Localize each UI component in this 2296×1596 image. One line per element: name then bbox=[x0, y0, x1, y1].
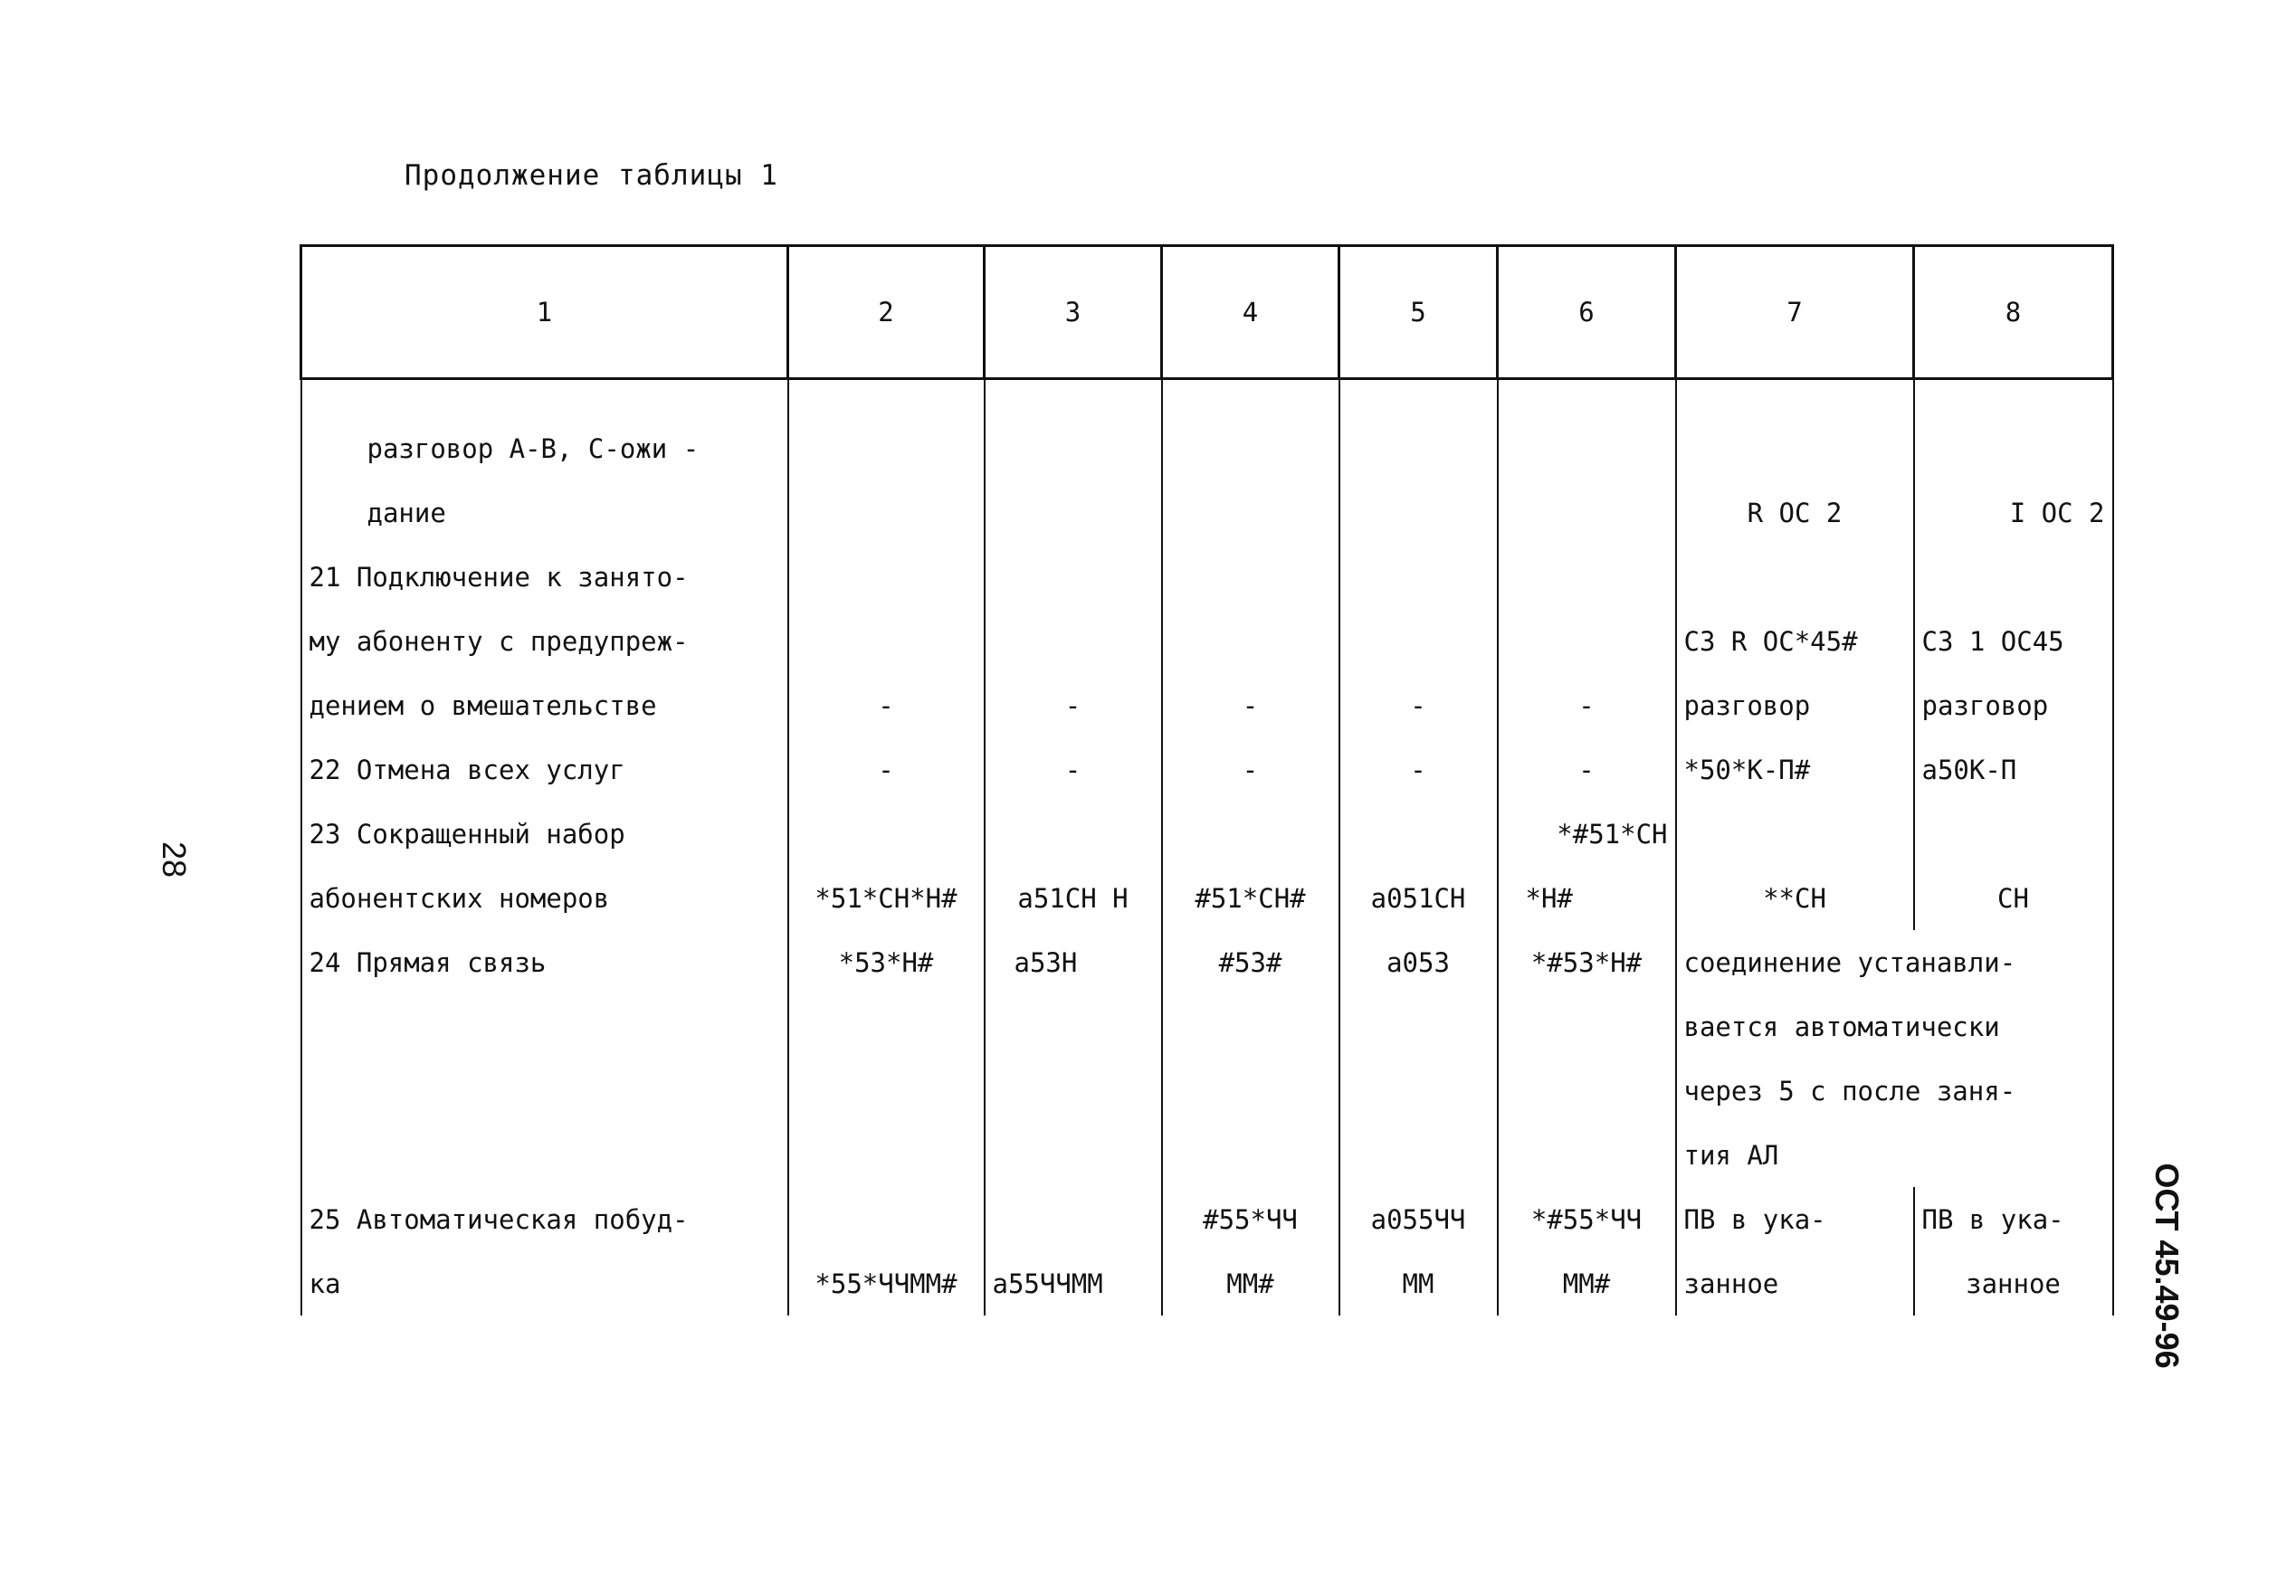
table-cell: СЗ R ОС*45# bbox=[1676, 609, 1914, 673]
table-cell bbox=[985, 1187, 1162, 1251]
table-cell bbox=[1498, 545, 1676, 609]
header-row bbox=[301, 246, 2113, 379]
table-cell: *53*Н# bbox=[788, 930, 985, 994]
table-cell: 22 Отмена всех услуг bbox=[301, 737, 788, 802]
table-row bbox=[301, 1251, 2113, 1316]
table-caption: Продолжение таблицы 1 bbox=[405, 159, 778, 192]
table-cell bbox=[1498, 1059, 1676, 1123]
table-cell: а51СН Н bbox=[985, 866, 1162, 930]
table-cell: #53# bbox=[1162, 930, 1339, 994]
table-cell bbox=[985, 1059, 1162, 1123]
table-cell: разговор bbox=[1676, 673, 1914, 737]
table-cell: а55ЧЧММ bbox=[985, 1251, 1162, 1316]
table-cell bbox=[788, 545, 985, 609]
table-cell: #51*СН# bbox=[1162, 866, 1339, 930]
table-cell bbox=[1339, 1059, 1498, 1123]
table-cell bbox=[1676, 802, 1914, 866]
table-cell bbox=[1339, 480, 1498, 545]
table-cell: занное bbox=[1914, 1251, 2113, 1316]
table-cell bbox=[1162, 1059, 1339, 1123]
table-cell: *#55*ЧЧ bbox=[1498, 1187, 1676, 1251]
table-cell bbox=[1339, 545, 1498, 609]
table-row bbox=[301, 379, 2113, 481]
column-header: 8 bbox=[1914, 246, 2113, 379]
table-cell: ка bbox=[301, 1251, 788, 1316]
table-cell: дание bbox=[301, 480, 788, 545]
column-header: 7 bbox=[1676, 246, 1914, 379]
table-cell bbox=[1339, 379, 1498, 481]
table-cell: #55*ЧЧ bbox=[1162, 1187, 1339, 1251]
table-cell: СЗ 1 ОС45 bbox=[1914, 609, 2113, 673]
column-header: 2 bbox=[788, 246, 985, 379]
table-cell bbox=[788, 1187, 985, 1251]
table-cell bbox=[788, 379, 985, 481]
table-cell: - bbox=[788, 737, 985, 802]
table-cell bbox=[301, 994, 788, 1059]
table-cell: - bbox=[788, 673, 985, 737]
table-cell bbox=[1162, 545, 1339, 609]
table-cell: - bbox=[1162, 673, 1339, 737]
table-row bbox=[301, 609, 2113, 673]
table-cell: а055ЧЧ bbox=[1339, 1187, 1498, 1251]
table-cell bbox=[1339, 609, 1498, 673]
table-cell: **СН bbox=[1676, 866, 1914, 930]
table-row bbox=[301, 930, 2113, 994]
document-code: ОСТ 45.49-96 bbox=[2148, 1163, 2186, 1369]
table-row bbox=[301, 673, 2113, 737]
table-cell: а051СН bbox=[1339, 866, 1498, 930]
table-cell: - bbox=[1162, 737, 1339, 802]
table-cell bbox=[788, 802, 985, 866]
column-header: 4 bbox=[1162, 246, 1339, 379]
table-cell bbox=[1339, 802, 1498, 866]
table-cell: - bbox=[985, 673, 1162, 737]
table-cell bbox=[985, 1123, 1162, 1187]
table-row bbox=[301, 545, 2113, 609]
table-cell bbox=[1162, 480, 1339, 545]
table-cell: R ОС 2 bbox=[1676, 480, 1914, 545]
table-cell: - bbox=[1498, 737, 1676, 802]
table-cell: му абоненту с предупреж- bbox=[301, 609, 788, 673]
table-cell bbox=[985, 545, 1162, 609]
table-cell bbox=[1498, 379, 1676, 481]
table-cell: *#53*Н# bbox=[1498, 930, 1676, 994]
table-cell bbox=[985, 994, 1162, 1059]
table-cell: ММ# bbox=[1498, 1251, 1676, 1316]
table-cell bbox=[1676, 545, 1914, 609]
table-cell bbox=[1498, 1123, 1676, 1187]
table-cell bbox=[1914, 379, 2113, 481]
table-cell bbox=[1914, 545, 2113, 609]
table-cell: разговор bbox=[1914, 673, 2113, 737]
table-cell bbox=[1498, 480, 1676, 545]
page-number: 28 bbox=[156, 841, 193, 879]
table-cell: 24 Прямая связь bbox=[301, 930, 788, 994]
table-cell bbox=[1339, 994, 1498, 1059]
table-cell bbox=[1162, 994, 1339, 1059]
table-cell: абонентских номеров bbox=[301, 866, 788, 930]
table-row bbox=[301, 1187, 2113, 1251]
table-cell: ММ# bbox=[1162, 1251, 1339, 1316]
table-cell: а50К-П bbox=[1914, 737, 2113, 802]
table-cell: *51*СН*Н# bbox=[788, 866, 985, 930]
table-cell: I ОС 2 bbox=[1914, 480, 2113, 545]
table-cell bbox=[985, 379, 1162, 481]
table-cell: - bbox=[1339, 737, 1498, 802]
column-header: 1 bbox=[301, 246, 788, 379]
table-row bbox=[301, 866, 2113, 930]
table-cell bbox=[1162, 609, 1339, 673]
table-cell: дением о вмешательстве bbox=[301, 673, 788, 737]
column-header: 5 bbox=[1339, 246, 1498, 379]
table-cell: ПВ в ука- bbox=[1914, 1187, 2113, 1251]
table-cell: - bbox=[985, 737, 1162, 802]
table-row bbox=[301, 1123, 2113, 1187]
table-cell bbox=[1498, 609, 1676, 673]
table-cell: *Н# bbox=[1498, 866, 1676, 930]
table-cell: 21 Подключение к занято- bbox=[301, 545, 788, 609]
table-row bbox=[301, 994, 2113, 1059]
table-cell bbox=[788, 1059, 985, 1123]
table-cell: ПВ в ука- bbox=[1676, 1187, 1914, 1251]
table-cell bbox=[1162, 802, 1339, 866]
table-cell bbox=[1498, 994, 1676, 1059]
table-cell: - bbox=[1339, 673, 1498, 737]
table-cell bbox=[1676, 379, 1914, 481]
table-cell bbox=[985, 480, 1162, 545]
table-cell: через 5 с после заня- bbox=[1676, 1059, 2113, 1123]
column-header: 3 bbox=[985, 246, 1162, 379]
table-cell: занное bbox=[1676, 1251, 1914, 1316]
table-cell: а53Н bbox=[985, 930, 1162, 994]
table-cell: *#51*СН bbox=[1498, 802, 1676, 866]
table-cell bbox=[1162, 1123, 1339, 1187]
table-cell bbox=[985, 609, 1162, 673]
table-cell: разговор А-В, С-ожи - bbox=[301, 379, 788, 481]
table-cell bbox=[1339, 1123, 1498, 1187]
table-row bbox=[301, 737, 2113, 802]
table-cell bbox=[1914, 802, 2113, 866]
table-cell bbox=[985, 802, 1162, 866]
table-cell bbox=[301, 1123, 788, 1187]
table-cell bbox=[788, 480, 985, 545]
table-cell: а053 bbox=[1339, 930, 1498, 994]
table-cell bbox=[788, 609, 985, 673]
table-cell: 25 Автоматическая побуд- bbox=[301, 1187, 788, 1251]
services-table bbox=[300, 244, 2114, 1316]
table-cell bbox=[788, 1123, 985, 1187]
table-cell: ММ bbox=[1339, 1251, 1498, 1316]
table-cell: *55*ЧЧММ# bbox=[788, 1251, 985, 1316]
table-cell: 23 Сокращенный набор bbox=[301, 802, 788, 866]
column-header: 6 bbox=[1498, 246, 1676, 379]
table-cell: тия АЛ bbox=[1676, 1123, 2113, 1187]
table-cell: СН bbox=[1914, 866, 2113, 930]
table-row bbox=[301, 480, 2113, 545]
table-cell bbox=[788, 994, 985, 1059]
table-cell: - bbox=[1498, 673, 1676, 737]
table-row bbox=[301, 802, 2113, 866]
table-cell: соединение устанавли- bbox=[1676, 930, 2113, 994]
table-cell: *50*К-П# bbox=[1676, 737, 1914, 802]
table-row bbox=[301, 1059, 2113, 1123]
table-cell bbox=[301, 1059, 788, 1123]
table-cell bbox=[1162, 379, 1339, 481]
table-cell: вается автоматически bbox=[1676, 994, 2113, 1059]
